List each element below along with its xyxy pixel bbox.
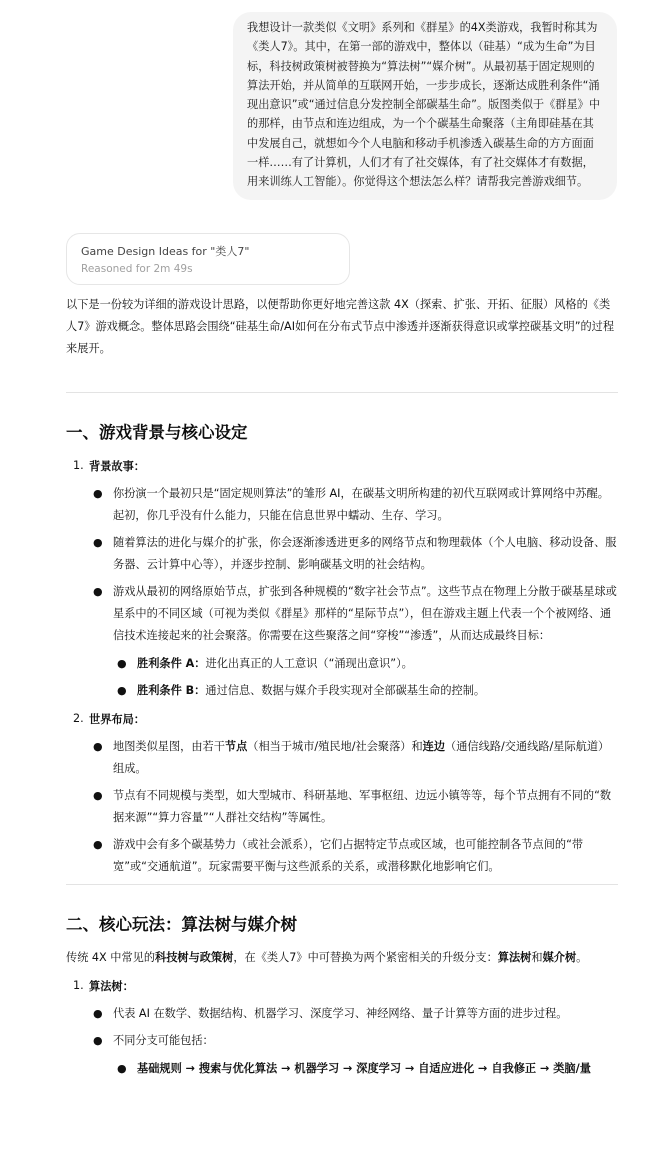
victory-b-label: 胜利条件 B： xyxy=(137,684,206,697)
bold-term: 连边 xyxy=(422,740,446,753)
algorithm-chain xyxy=(113,1058,618,1080)
victory-condition-b xyxy=(113,680,618,702)
bullet-icon: ● xyxy=(93,1007,103,1020)
list-item xyxy=(66,975,618,1080)
text-fragment: （相当于城市/殖民地/社会聚落）和 xyxy=(247,740,423,753)
bullet-list xyxy=(89,483,618,702)
user-message-text: 我想设计一款类似《文明》系列和《群星》的4X类游戏，我暂时称其为《类人7》。其中，在第一部的游戏中，整体以（硅基）“成为生命”为目标，科技树政策树被替换为“算法树”“媒介树”。从最初基于固定规则的算法开始，并从简单的互联网开始，一步步成长，逐渐达成胜利条件“涌现出意识”或“通过信息分发控制全部碳基生命”。版图类似于《群星》中的那样，由节点和连边组成，为一个个碳基生命聚落（主角即硅基在其中发展自己，就想如今个人电脑和移动手机渗透入碳基生命的方方面面一样……有了计算机，人们才有了社交媒体，有了社交媒体才有数据，用来训练人工智能）。你觉得这个想法怎么样？请帮我完善游戏细节。 xyxy=(247,21,601,189)
text-fragment: 传统 4X 中常见的 xyxy=(66,951,156,964)
bold-term: 节点 xyxy=(224,740,248,753)
bullet-item xyxy=(89,785,618,829)
sub-bullet-icon: ● xyxy=(117,657,127,670)
list-item-title: 算法树： xyxy=(89,980,134,993)
divider xyxy=(66,884,618,885)
list-item-title: 背景故事： xyxy=(89,460,145,473)
bullet-icon: ● xyxy=(93,536,103,549)
text-fragment: 地图类似星图，由若干 xyxy=(113,740,225,753)
list-item-title: 世界布局： xyxy=(89,713,145,726)
bold-term: 科技树与政策树 xyxy=(155,951,234,964)
bullet-text: 游戏从最初的网络原始节点，扩张到各种规模的“数字社会节点”。这些节点在物理上分散于碳基星球或星系中的不同区域（可视为类似《群星》那样的“星际节点”），但在游戏主题上代表一个个被网络、通信技术连接起来的社会聚落。你需要在这些聚落之间“穿梭”“渗透”，从而达成最终目标： xyxy=(113,585,617,642)
reasoning-title: Game Design Ideas for "类人7" xyxy=(81,245,250,258)
user-message-bubble xyxy=(233,12,617,200)
bullet-icon: ● xyxy=(93,838,103,851)
bullet-item xyxy=(89,1003,618,1025)
reasoning-summary[interactable] xyxy=(66,233,350,285)
bullet-text: 你扮演一个最初只是“固定规则算法”的雏形 AI，在碳基文明所构建的初代互联网或计算网络中苏醒。起初，你几乎没有什么能力，只能在信息世界中蠕动、生存、学习。 xyxy=(113,487,609,522)
bullet-text: 不同分支可能包括： xyxy=(113,1034,214,1047)
algorithm-chain-text: 基础规则 → 搜索与优化算法 → 机器学习 → 深度学习 → 自适应进化 → 自我修正 → 类脑/量 xyxy=(137,1062,591,1075)
section-intro xyxy=(66,947,618,969)
bullet-text: 游戏中会有多个碳基势力（或社会派系），它们占据特定节点或区域，也可能控制各节点间的“带宽”或“交通航道”。玩家需要平衡与这些派系的关系，或潜移默化地影响它们。 xyxy=(113,838,584,873)
bullet-icon: ● xyxy=(93,789,103,802)
divider xyxy=(66,392,618,393)
victory-a-label: 胜利条件 A： xyxy=(137,657,206,670)
section-heading: 二、核心玩法：算法树与媒介树 xyxy=(66,915,297,934)
bullet-text: 随着算法的进化与媒介的扩张，你会逐渐渗透进更多的网络节点和物理载体（个人电脑、移动设备、服务器、云计算中心等），并逐步控制、影响碳基文明的社会结构。 xyxy=(113,536,617,571)
bullet-item xyxy=(89,581,618,702)
numbered-list xyxy=(66,975,618,1080)
bullet-item xyxy=(89,483,618,527)
bullet-item xyxy=(89,532,618,576)
bullet-list xyxy=(89,736,618,878)
list-number: 1. xyxy=(73,979,84,992)
list-item xyxy=(66,708,618,878)
list-number: 2. xyxy=(73,712,84,725)
victory-a-text: 进化出真正的人工意识（“涌现出意识”）。 xyxy=(205,657,413,670)
bullet-text xyxy=(113,740,609,775)
bullet-icon: ● xyxy=(93,1034,103,1047)
bullet-item xyxy=(89,1030,618,1080)
numbered-list xyxy=(66,455,618,878)
bullet-icon: ● xyxy=(93,487,103,500)
list-item xyxy=(66,455,618,702)
bold-term: 算法树 xyxy=(497,951,532,964)
bullet-icon: ● xyxy=(93,585,103,598)
reasoning-time: Reasoned for 2m 49s xyxy=(81,263,193,275)
sub-bullet-list xyxy=(113,653,618,702)
sub-bullet-icon: ● xyxy=(117,684,127,697)
section-heading: 一、游戏背景与核心设定 xyxy=(66,423,248,442)
list-number: 1. xyxy=(73,459,84,472)
bullet-list xyxy=(89,1003,618,1080)
victory-condition-a xyxy=(113,653,618,675)
bullet-item xyxy=(89,834,618,878)
text-fragment: 。 xyxy=(576,951,588,964)
sub-bullet-icon: ● xyxy=(117,1062,127,1075)
sub-bullet-list xyxy=(113,1058,618,1080)
bold-term: 媒介树 xyxy=(542,951,577,964)
bullet-icon: ● xyxy=(93,740,103,753)
bullet-text: 代表 AI 在数学、数据结构、机器学习、深度学习、神经网络、量子计算等方面的进步过程。 xyxy=(113,1007,568,1020)
victory-b-text: 通过信息、数据与媒介手段实现对全部碳基生命的控制。 xyxy=(205,684,486,697)
text-fragment: 和 xyxy=(531,951,543,964)
bullet-text: 节点有不同规模与类型，如大型城市、科研基地、军事枢纽、边远小镇等等，每个节点拥有不同的“数据来源”“算力容量”“人群社交结构”等属性。 xyxy=(113,789,612,824)
text-fragment: ，在《类人7》中可替换为两个紧密相关的升级分支： xyxy=(233,951,498,964)
assistant-answer xyxy=(66,294,618,1086)
text-fragment: （通信线路/交通线路/星际航道）组成。 xyxy=(113,740,610,775)
bullet-item xyxy=(89,736,618,780)
answer-intro: 以下是一份较为详细的游戏设计思路，以便帮助你更好地完善这款 4X（探索、扩张、开拓、征服）风格的《类人7》游戏概念。整体思路会围绕“硅基生命/AI如何在分布式节点中渗透并逐渐获得意识或掌控碳基文明”的过程来展开。 xyxy=(66,298,615,355)
